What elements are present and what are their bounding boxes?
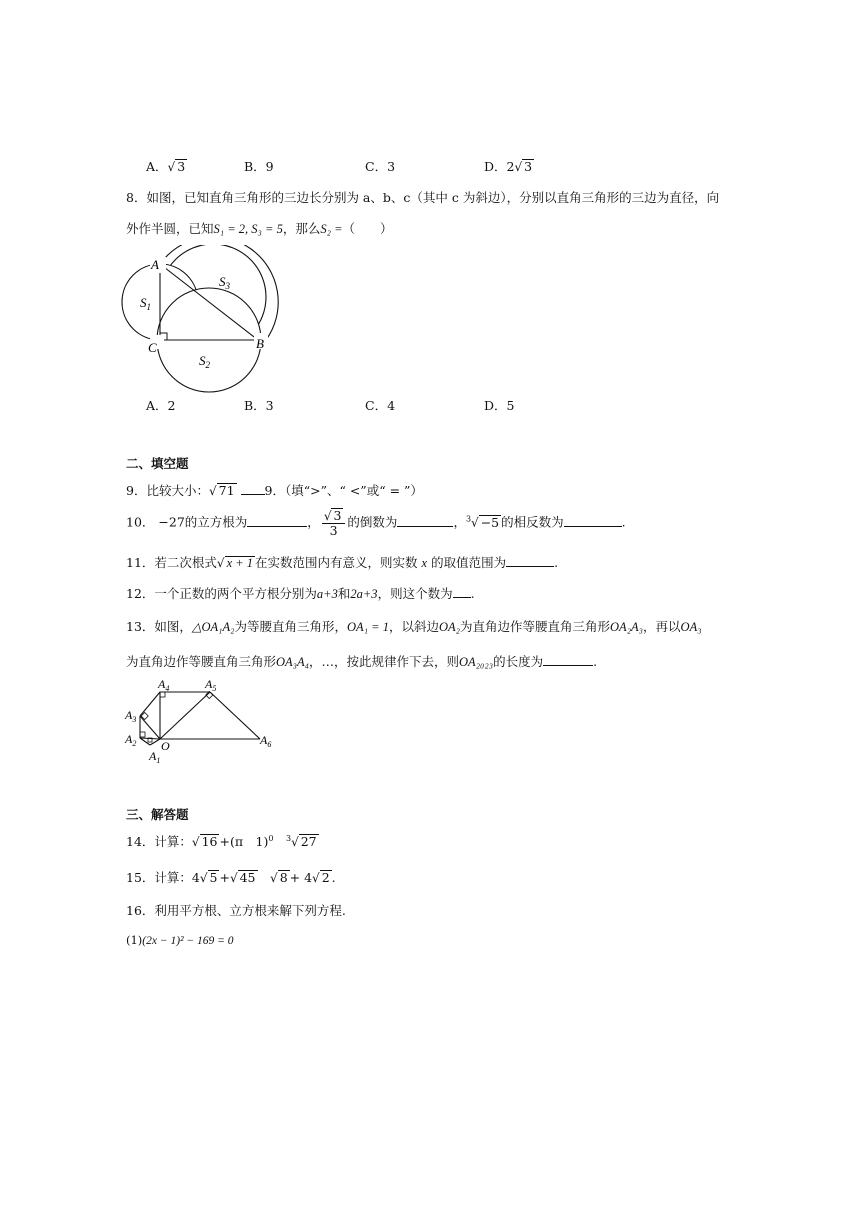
label-o: O [161, 739, 170, 753]
q9-blank[interactable] [241, 482, 265, 495]
label-s2: $S_2$ [199, 353, 210, 370]
label-a1: $A_1$ [149, 749, 161, 765]
label-a5: $A_5$ [205, 677, 217, 693]
q13-line2: 为直角边作等腰直角三角形OA₃A₄，…，按此规律作下去，则OA₂₀₂₃的长度为 . [126, 654, 598, 669]
q7-option-d: D．2√ 3 [484, 159, 533, 174]
label-s1: $S_1$ [140, 295, 151, 312]
label-a2: $A_2$ [125, 732, 137, 748]
q12-blank[interactable] [453, 585, 471, 598]
label-a4: $A_4$ [158, 677, 170, 693]
q12: 12．一个正数的两个平方根分别为a+3和2a+3，则这个数为 . [126, 586, 475, 601]
label-a6: $A_6$ [260, 733, 272, 749]
label-c: C [148, 340, 157, 355]
label-s3: $S_3$ [219, 274, 230, 291]
q13-blank[interactable] [543, 653, 593, 666]
q7-option-c: C．3 [365, 159, 396, 174]
q10-blank-1[interactable] [247, 514, 307, 527]
q8-option-c: C．4 [365, 398, 396, 413]
q9: 9．比较大小：√ 71 9．（填“>”、“ <”或“ = ”） [126, 483, 423, 498]
q8-option-d: D．5 [484, 398, 515, 413]
q13-line1: 13．如图，△OA₁A₂为等腰直角三角形，OA₁ = 1，以斜边OA₂为直角边作等腰直角三角形OA₂A₃，再以OA₃ [126, 619, 702, 634]
section2-title: 二、填空题 [126, 456, 189, 471]
q8-text-line2: 外作半圆，已知S₁ = 2, S₃ = 5，那么S₂ =（ ） [126, 221, 393, 236]
q16-text: 16．利用平方根、立方根来解下列方程. [126, 903, 346, 918]
q16-sub1: (1)(2x − 1)² − 169 = 0 [126, 933, 234, 947]
q7-option-a: A．√ 3 [146, 159, 186, 174]
q8-option-a: A．2 [146, 398, 176, 413]
q14: 14．计算：√ 16 +(π 1)$^0$ $^3$√ 27 [126, 833, 317, 849]
q11-blank[interactable] [506, 554, 554, 567]
label-b: B [256, 336, 264, 351]
q10-blank-3[interactable] [564, 514, 622, 527]
q11: 11．若二次根式√ x + 1 在实数范围内有意义，则实数 x 的取值范围为 . [126, 555, 559, 570]
q13-figure [120, 676, 290, 768]
q15: 15．计算：4√ 5 +√ 45 √ 8 + 4√ 2 . [126, 870, 336, 885]
label-a3: $A_3$ [125, 708, 137, 724]
q7-option-b: B．9 [244, 159, 274, 174]
q8-figure [120, 245, 280, 395]
q10: 10． −27的立方根为 ， $\frac{√ 3}{3}$ 的倒数为 ，$^3$√ −5 的相反数为 . [126, 508, 626, 538]
q10-blank-2[interactable] [397, 514, 453, 527]
section3-title: 三、解答题 [126, 807, 189, 822]
q8-option-b: B．3 [244, 398, 274, 413]
label-a: A [151, 257, 159, 272]
q8-text-line1: 8．如图，已知直角三角形的三边长分别为 a、b、c（其中 c 为斜边），分别以直角三角形的三边为直径，向 [126, 190, 720, 205]
